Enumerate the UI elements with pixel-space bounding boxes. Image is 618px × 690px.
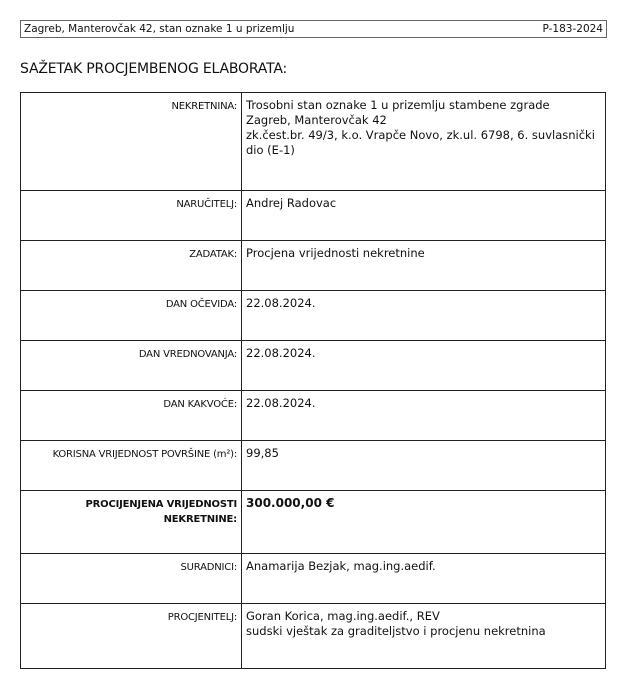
table-row: [21, 491, 606, 554]
row-label: NARUČITELJ:: [21, 191, 242, 241]
value-line: 300.000,00 €: [246, 496, 335, 510]
row-label: ZADATAK:: [21, 241, 242, 291]
row-value: [242, 491, 606, 554]
table-row: [21, 391, 606, 441]
table-row: [21, 554, 606, 604]
value-line: zk.čest.br. 49/3, k.o. Vrapče Novo, zk.ul. 6798, 6. suvlasnički dio (E-1): [246, 128, 595, 157]
table-row: [21, 241, 606, 291]
row-value: [242, 291, 606, 341]
page-title: SAŽETAK PROCJEMBENOG ELABORATA:: [20, 61, 287, 77]
table-row: [21, 341, 606, 391]
value-line: 22.08.2024.: [246, 396, 316, 410]
row-value: [242, 93, 606, 191]
value-line: Anamarija Bezjak, mag.ing.aedif.: [246, 559, 436, 573]
value-line: sudski vještak za graditeljstvo i procjenu nekretnina: [246, 624, 546, 638]
value-line: 22.08.2024.: [246, 296, 316, 310]
header-address: Zagreb, Manterovčak 42, stan oznake 1 u prizemlju: [24, 23, 295, 35]
table-row: [21, 441, 606, 491]
row-value: [242, 341, 606, 391]
table-row: [21, 191, 606, 241]
row-label: NEKRETNINA:: [21, 93, 242, 191]
row-value: [242, 391, 606, 441]
row-value: [242, 441, 606, 491]
row-label: DAN VREDNOVANJA:: [21, 341, 242, 391]
value-line: Procjena vrijednosti nekretnine: [246, 246, 425, 260]
header-reference: P-183-2024: [542, 23, 603, 35]
row-label: DAN OČEVIDA:: [21, 291, 242, 341]
row-label: PROCJENITELJ:: [21, 604, 242, 669]
table-row: [21, 93, 606, 191]
value-line: 22.08.2024.: [246, 346, 316, 360]
row-value: [242, 241, 606, 291]
row-label: KORISNA VRIJEDNOST POVRŠINE (m²):: [21, 441, 242, 491]
row-label: PROCIJENJENA VRIJEDNOSTI NEKRETNINE:: [21, 491, 242, 554]
value-line: Andrej Radovac: [246, 196, 337, 210]
row-value: [242, 191, 606, 241]
summary-table: [20, 92, 606, 669]
page-header: [20, 20, 607, 38]
value-line: 99,85: [246, 446, 279, 460]
row-label: DAN KAKVOĆE:: [21, 391, 242, 441]
row-value: [242, 554, 606, 604]
table-row: [21, 291, 606, 341]
value-line: Trosobni stan oznake 1 u prizemlju stambene zgrade: [246, 98, 550, 112]
table-row: [21, 604, 606, 669]
value-line: Goran Korica, mag.ing.aedif., REV: [246, 609, 440, 623]
row-value: [242, 604, 606, 669]
row-label: SURADNICI:: [21, 554, 242, 604]
value-line: Zagreb, Manterovčak 42: [246, 113, 387, 127]
